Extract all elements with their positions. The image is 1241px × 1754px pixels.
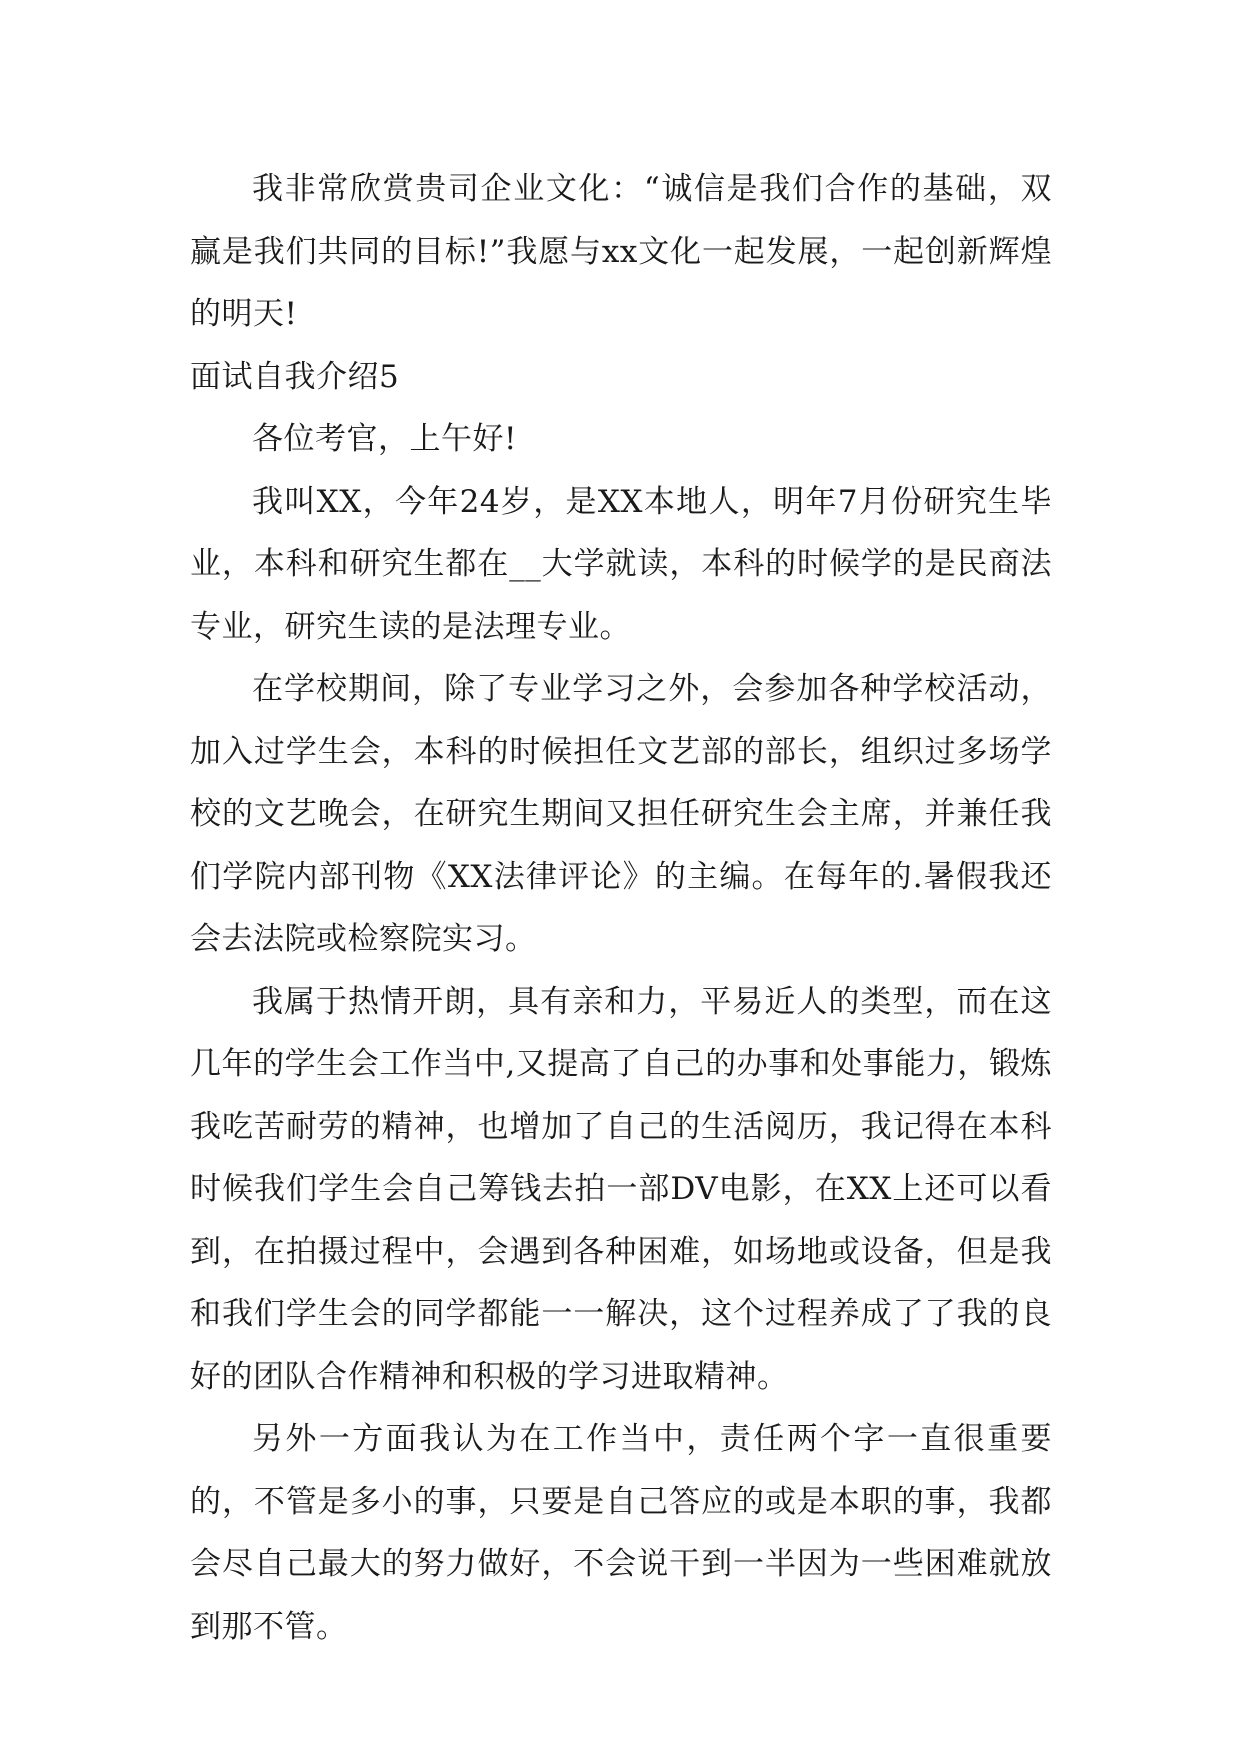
paragraph-responsibility: 另外一方面我认为在工作当中，责任两个字一直很重要的，不管是多小的事，只要是自己答应的或是本职的事，我都会尽自己最大的努力做好，不会说干到一半因为一些困难就放到那不管。 [190, 1421, 1052, 1645]
paragraph-intro: 我叫XX，今年24岁，是XX本地人，明年7月份研究生毕业，本科和研究生都在__大学就读，本科的时候学的是民商法专业，研究生读的是法理专业。 [190, 483, 1052, 645]
paragraph-personality: 我属于热情开朗，具有亲和力，平易近人的类型，而在这几年的学生会工作当中,又提高了自己的办事和处事能力，锻炼我吃苦耐劳的精神，也增加了自己的生活阅历，我记得在本科时候我们学生会自己筹钱去拍一部DV电影，在XX上还可以看到，在拍摄过程中，会遇到各种困难，如场地或设备，但是我和我们学生会的同学都能一一解决，这个过程养成了了我的良好的团队合作精神和积极的学习进取精神。 [190, 983, 1052, 1395]
section-heading: 面试自我介绍5 [190, 358, 400, 395]
document-body [190, 158, 1052, 1658]
paragraph-school-activities: 在学校期间，除了专业学习之外，会参加各种学校活动，加入过学生会，本科的时候担任文艺部的部长，组织过多场学校的文艺晚会，在研究生期间又担任研究生会主席，并兼任我们学院内部刊物《XX法律评论》的主编。在每年的.暑假我还会去法院或检察院实习。 [190, 671, 1052, 957]
paragraph-greeting: 各位考官，上午好! [252, 421, 517, 457]
paragraph-closing: 我非常欣赏贵司企业文化：“诚信是我们合作的基础，双赢是我们共同的目标!”我愿与xx文化一起发展，一起创新辉煌的明天! [190, 171, 1052, 332]
